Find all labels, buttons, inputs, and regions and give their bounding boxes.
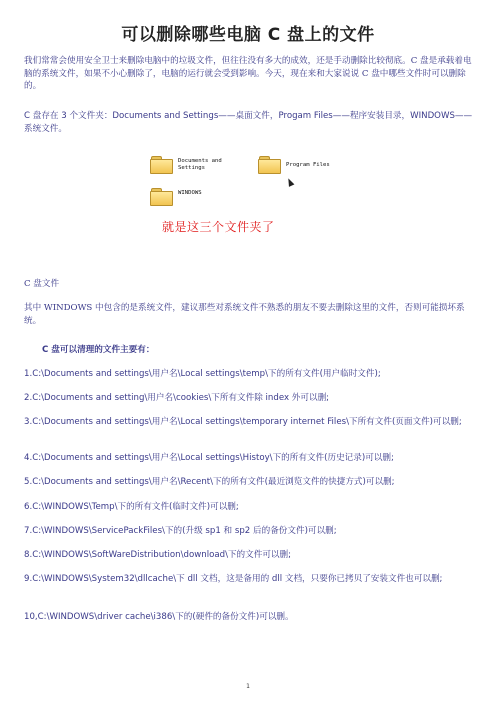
list-item: 6.C:\WINDOWS\Temp\下的所有文件(临时文件)可以删; (24, 502, 239, 512)
folder-icon (258, 156, 280, 173)
list-item: 2.C:\Documents and setting\用户名\cookies\下所有文件除 index 外可以删; (24, 393, 330, 403)
list-heading: C 盘可以清理的文件主要有： (42, 345, 155, 355)
list-item: 7.C:\WINDOWS\ServicePackFiles\下的(升级 sp1 和 sp2 后的备份文件)可以删; (24, 526, 337, 536)
page-title: 可以删除哪些电脑 C 盘上的文件 (121, 25, 375, 45)
folder-label-windows: WINDOWS (178, 190, 202, 196)
page-number: 1 (246, 683, 250, 690)
folders-screenshot (146, 148, 348, 238)
intro-paragraph: 我们常常会使用安全卫士来删除电脑中的垃圾文件，但往往没有多大的成效，还是手动删除比较彻底。C 盘是承载着电脑的系统文件，如果不小心删除了，电脑的运行就会受到影响。今天，现在来和大家说说 C 盘中哪些文件时可以删除的。 (24, 56, 472, 92)
list-item: 9.C:\WINDOWS\System32\dllcache\下 dll 文档，这是备用的 dll 文档，只要你已拷贝了安装文件也可以删; (24, 574, 443, 584)
figure-caption: 就是这三个文件夹了 (162, 220, 275, 234)
folders-description: C 盘存在 3 个文件夹：Documents and Settings——桌面文件，Progam Files——程序安装目录，WINDOWS——系统文件。 (24, 111, 473, 134)
list-item: 5.C:\Documents and settings\用户名\Recent\下的所有文件(最近浏览文件的快捷方式)可以删; (24, 477, 395, 487)
folder-icon (150, 188, 172, 205)
list-item: 4.C:\Documents and settings\用户名\Local settings\Histoy\下的所有文件(历史记录)可以删; (24, 453, 394, 463)
list-item: 3.C:\Documents and settings\用户名\Local settings\temporary internet Files\下所有文件(页面文件)可以删; (24, 417, 462, 427)
folder-label-documents: Documents and Settings (178, 158, 222, 171)
list-item: 10,C:\WINDOWS\driver cache\i386\下的(硬件的备份文件)可以删。 (24, 612, 294, 622)
mouse-cursor-icon (286, 177, 295, 187)
folder-icon (150, 156, 172, 173)
list-item: 8.C:\WINDOWS\SoftWareDistribution\download\下的文件可以删; (24, 550, 292, 560)
list-item: 1.C:\Documents and settings\用户名\Local settings\temp\下的所有文件(用户临时文件); (24, 369, 381, 379)
section-heading: C 盘文件 (24, 279, 60, 289)
windows-note: 其中 WINDOWS 中包含的是系统文件，建议那些对系统文件不熟悉的朋友不要去删除这里的文件，否则可能损坏系统。 (24, 303, 465, 326)
folder-label-program-files: Program Files (286, 162, 330, 168)
